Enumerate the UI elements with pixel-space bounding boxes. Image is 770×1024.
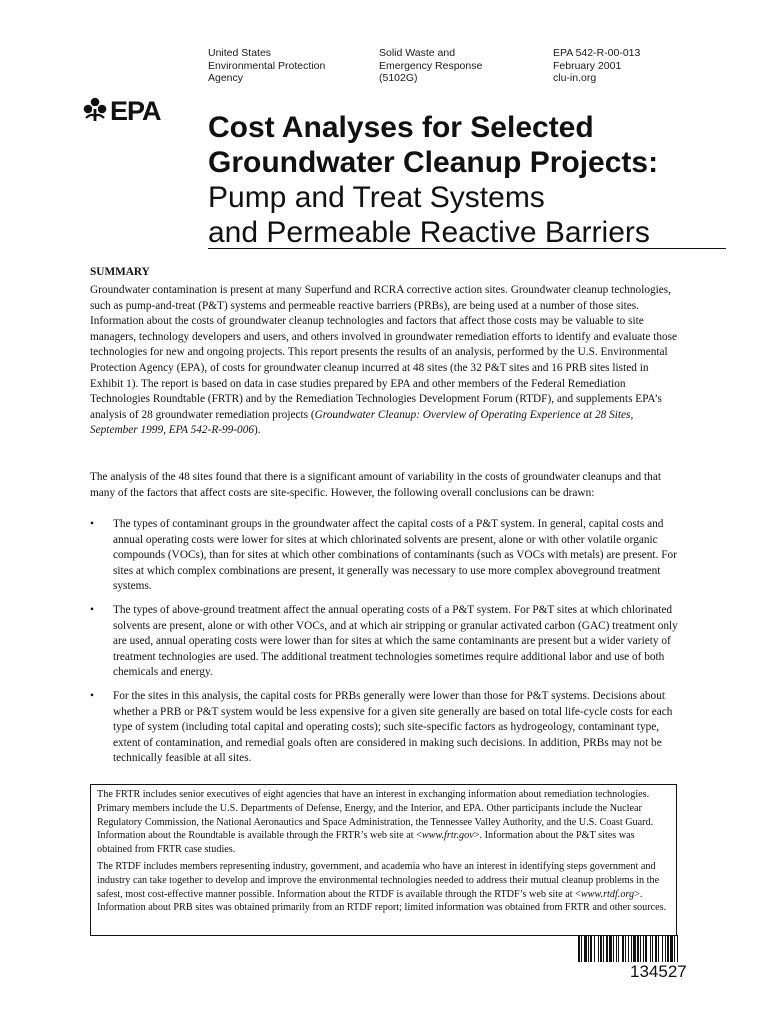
title-rule [208, 248, 726, 249]
info-box [90, 784, 677, 936]
list-item-text: The types of above-ground treatment affect the annual operating costs of a P&T system. For P&T sites at which chlorinated solvents are present, alone or with other VOCs, and at which air stripping or granular activated carbon (GAC) treatment only are used, annual operating costs were lower than for sites at which the same contaminants are present but a wider variety of treatment technologies are used. The additional treatment technologies sometimes require additional labor and use of both chemicals and energy. [113, 603, 678, 679]
header-document-info [553, 47, 640, 85]
barcode-bar [643, 935, 644, 962]
document-date: February 2001 [553, 59, 622, 72]
barcode-bar [613, 935, 614, 962]
list-item-text: For the sites in this analysis, the capital costs for PRBs generally were lower than those for P&T systems. Decisions about whether a PRB or P&T system would be less expensive for a given site generally are based on total life-cycle costs for each type of system (including total capital and operating costs); such site-specific factors as hydrogeology, contaminant type, extent of contamination, and remedial goals often are considered in making such decisions. In addition, PRBs may not be technically feasible at all sites. [113, 689, 673, 765]
barcode-bar [578, 935, 580, 962]
barcode-bar [590, 935, 592, 962]
barcode-bar [588, 935, 589, 962]
header-agency-line: Environmental Protection [208, 59, 326, 72]
barcode-bar [665, 935, 666, 962]
header-office-line: (5102G) [379, 72, 418, 84]
summary-paragraph-1 [90, 283, 680, 439]
frtr-note [97, 788, 671, 857]
header-office-line: Emergency Response [379, 59, 483, 72]
document-number: EPA 542-R-00-013 [553, 47, 641, 59]
barcode-bar [594, 935, 595, 962]
list-item [90, 517, 680, 595]
document-website: clu-in.org [553, 72, 597, 84]
summary-text: Groundwater contamination is present at many Superfund and RCRA corrective action sites. Groundwater cleanup technologies, such as pump-and-treat (P&T) systems and permeable reactive barriers (PRBs), are being used at a number of those sites. Information about the costs of groundwater cleanup technologies and factors that affect those costs may be valuable to site managers, technology developers and users, and others involved in groundwater remediation efforts to identify and evaluate those technologies for new and ongoing projects. This report presents the results of an analysis, performed by the U.S. Environmental Protection Agency (EPA), of costs for groundwater cleanup incurred at 48 sites (the 32 P&T sites and 16 PRB sites listed in Exhibit 1). The report is based on data in case studies prepared by EPA and other members of the Federal Remediation Technologies Roundtable (FRTR) and by the Remediation Technologies Development Forum (RTDF), and supplements EPA’s analysis of 28 groundwater remediation projects ( [90, 284, 678, 421]
header-office-line: Solid Waste and [379, 47, 456, 59]
barcode-bar [674, 935, 675, 962]
title-line-2: Groundwater Cleanup Projects: [208, 146, 659, 179]
epa-logo-text: EPA [110, 96, 161, 126]
summary-text-end: ). [254, 424, 261, 437]
document-title [208, 110, 728, 250]
epa-logo [82, 96, 161, 127]
barcode-bar [616, 935, 617, 962]
bullet-icon: • [90, 518, 94, 530]
barcode-bar [645, 935, 647, 962]
rtdf-note-text: The RTDF includes members representing industry, government, and academia who have an interest in identifying steps government and industry can take together to develop and improve the environmental technologies needed to address their mutual cleanup problems in the safest, most cost-effective manner possible. Information about the RTDF is available through the RTDF’s web site at < [97, 860, 660, 900]
list-item [90, 603, 680, 681]
barcode-bar [633, 935, 636, 962]
subtitle-line-2: and Permeable Reactive Barriers [208, 216, 650, 249]
rtdf-link[interactable]: www.rtdf.org [580, 888, 635, 900]
barcode-bar [652, 935, 653, 962]
barcode-bar [658, 935, 659, 962]
title-line-1: Cost Analyses for Selected [208, 111, 594, 144]
barcode-bar [581, 935, 582, 962]
barcode-graphic [578, 935, 736, 962]
header-office [379, 47, 482, 85]
summary-paragraph-2: The analysis of the 48 sites found that there is a significant amount of variability in the costs of groundwater cleanups and that many of the factors that affect costs are site-specific. However, the following overall conclusions can be drawn: [90, 471, 661, 499]
barcode-bar [622, 935, 624, 962]
barcode-bar [625, 935, 626, 962]
barcode-bar [603, 935, 604, 962]
bullet-icon: • [90, 689, 94, 702]
barcode-bar [640, 935, 641, 962]
rtdf-note-end: >. Information about PRB sites was obtained primarily from an RTDF report; limited information was obtained from FRTR and other sources. [97, 888, 667, 914]
barcode-bar [667, 935, 669, 962]
rtdf-note [97, 860, 671, 915]
info-box-content [91, 785, 676, 915]
barcode-bar [584, 935, 587, 962]
list-item-text: The types of contaminant groups in the groundwater affect the capital costs of a P&T system. In general, capital costs and annual operating costs were lower for sites at which chlorinated solvents are present, alone or with other volatile organic compounds (VOCs), than for sites at which other combinations of contaminants (such as VOCs with metals) are present. For sites at which complex combinations are present, it generally was necessary to use more complex aboveground treatment systems. [113, 518, 677, 593]
barcode-bar [618, 935, 619, 962]
list-item [90, 689, 680, 767]
barcode-bar [655, 935, 657, 962]
barcode-bar [631, 935, 632, 962]
barcode-bar [628, 935, 629, 962]
epa-flower-icon [82, 96, 108, 127]
barcode-number: 134527 [630, 962, 687, 981]
frtr-link[interactable]: www.frtr.gov [421, 830, 474, 842]
summary-heading: SUMMARY [90, 266, 150, 278]
conclusions-list [90, 517, 680, 775]
header-agency-line: United States [208, 47, 272, 59]
report-citation: Groundwater Cleanup: Overview of Operating Experience at 28 Sites, September 1999, EPA 542-R-99-006 [90, 408, 634, 437]
frtr-note-end: >. Information about the P&T sites was obtained from FRTR case studies. [97, 830, 635, 856]
barcode-bar [606, 935, 608, 962]
barcode-bar [609, 935, 612, 962]
barcode [578, 935, 736, 962]
barcode-bar [650, 935, 651, 962]
frtr-note-text: The FRTR includes senior executives of eight agencies that have an interest in exchanging information about remediation technologies. Primary members include the U.S. Departments of Defense, Energy, and the Interior, and EPA. Other participants include the Nuclear Regulatory Commission, the National Aeronautics and Space Administration, the Tennessee Valley Authority, and the U.S. Coast Guard. Information about the Roundtable is available through the FRTR’s web site at < [97, 789, 654, 842]
barcode-bar [598, 935, 599, 962]
bullet-icon: • [90, 603, 94, 616]
barcode-bar [670, 935, 673, 962]
barcode-bar [600, 935, 602, 962]
subtitle-line-1: Pump and Treat Systems [208, 181, 545, 214]
barcode-bar [677, 935, 678, 962]
header-agency-line: Agency [208, 72, 244, 84]
barcode-bar [662, 935, 663, 962]
barcode-bar [637, 935, 639, 962]
header-agency [208, 47, 325, 85]
